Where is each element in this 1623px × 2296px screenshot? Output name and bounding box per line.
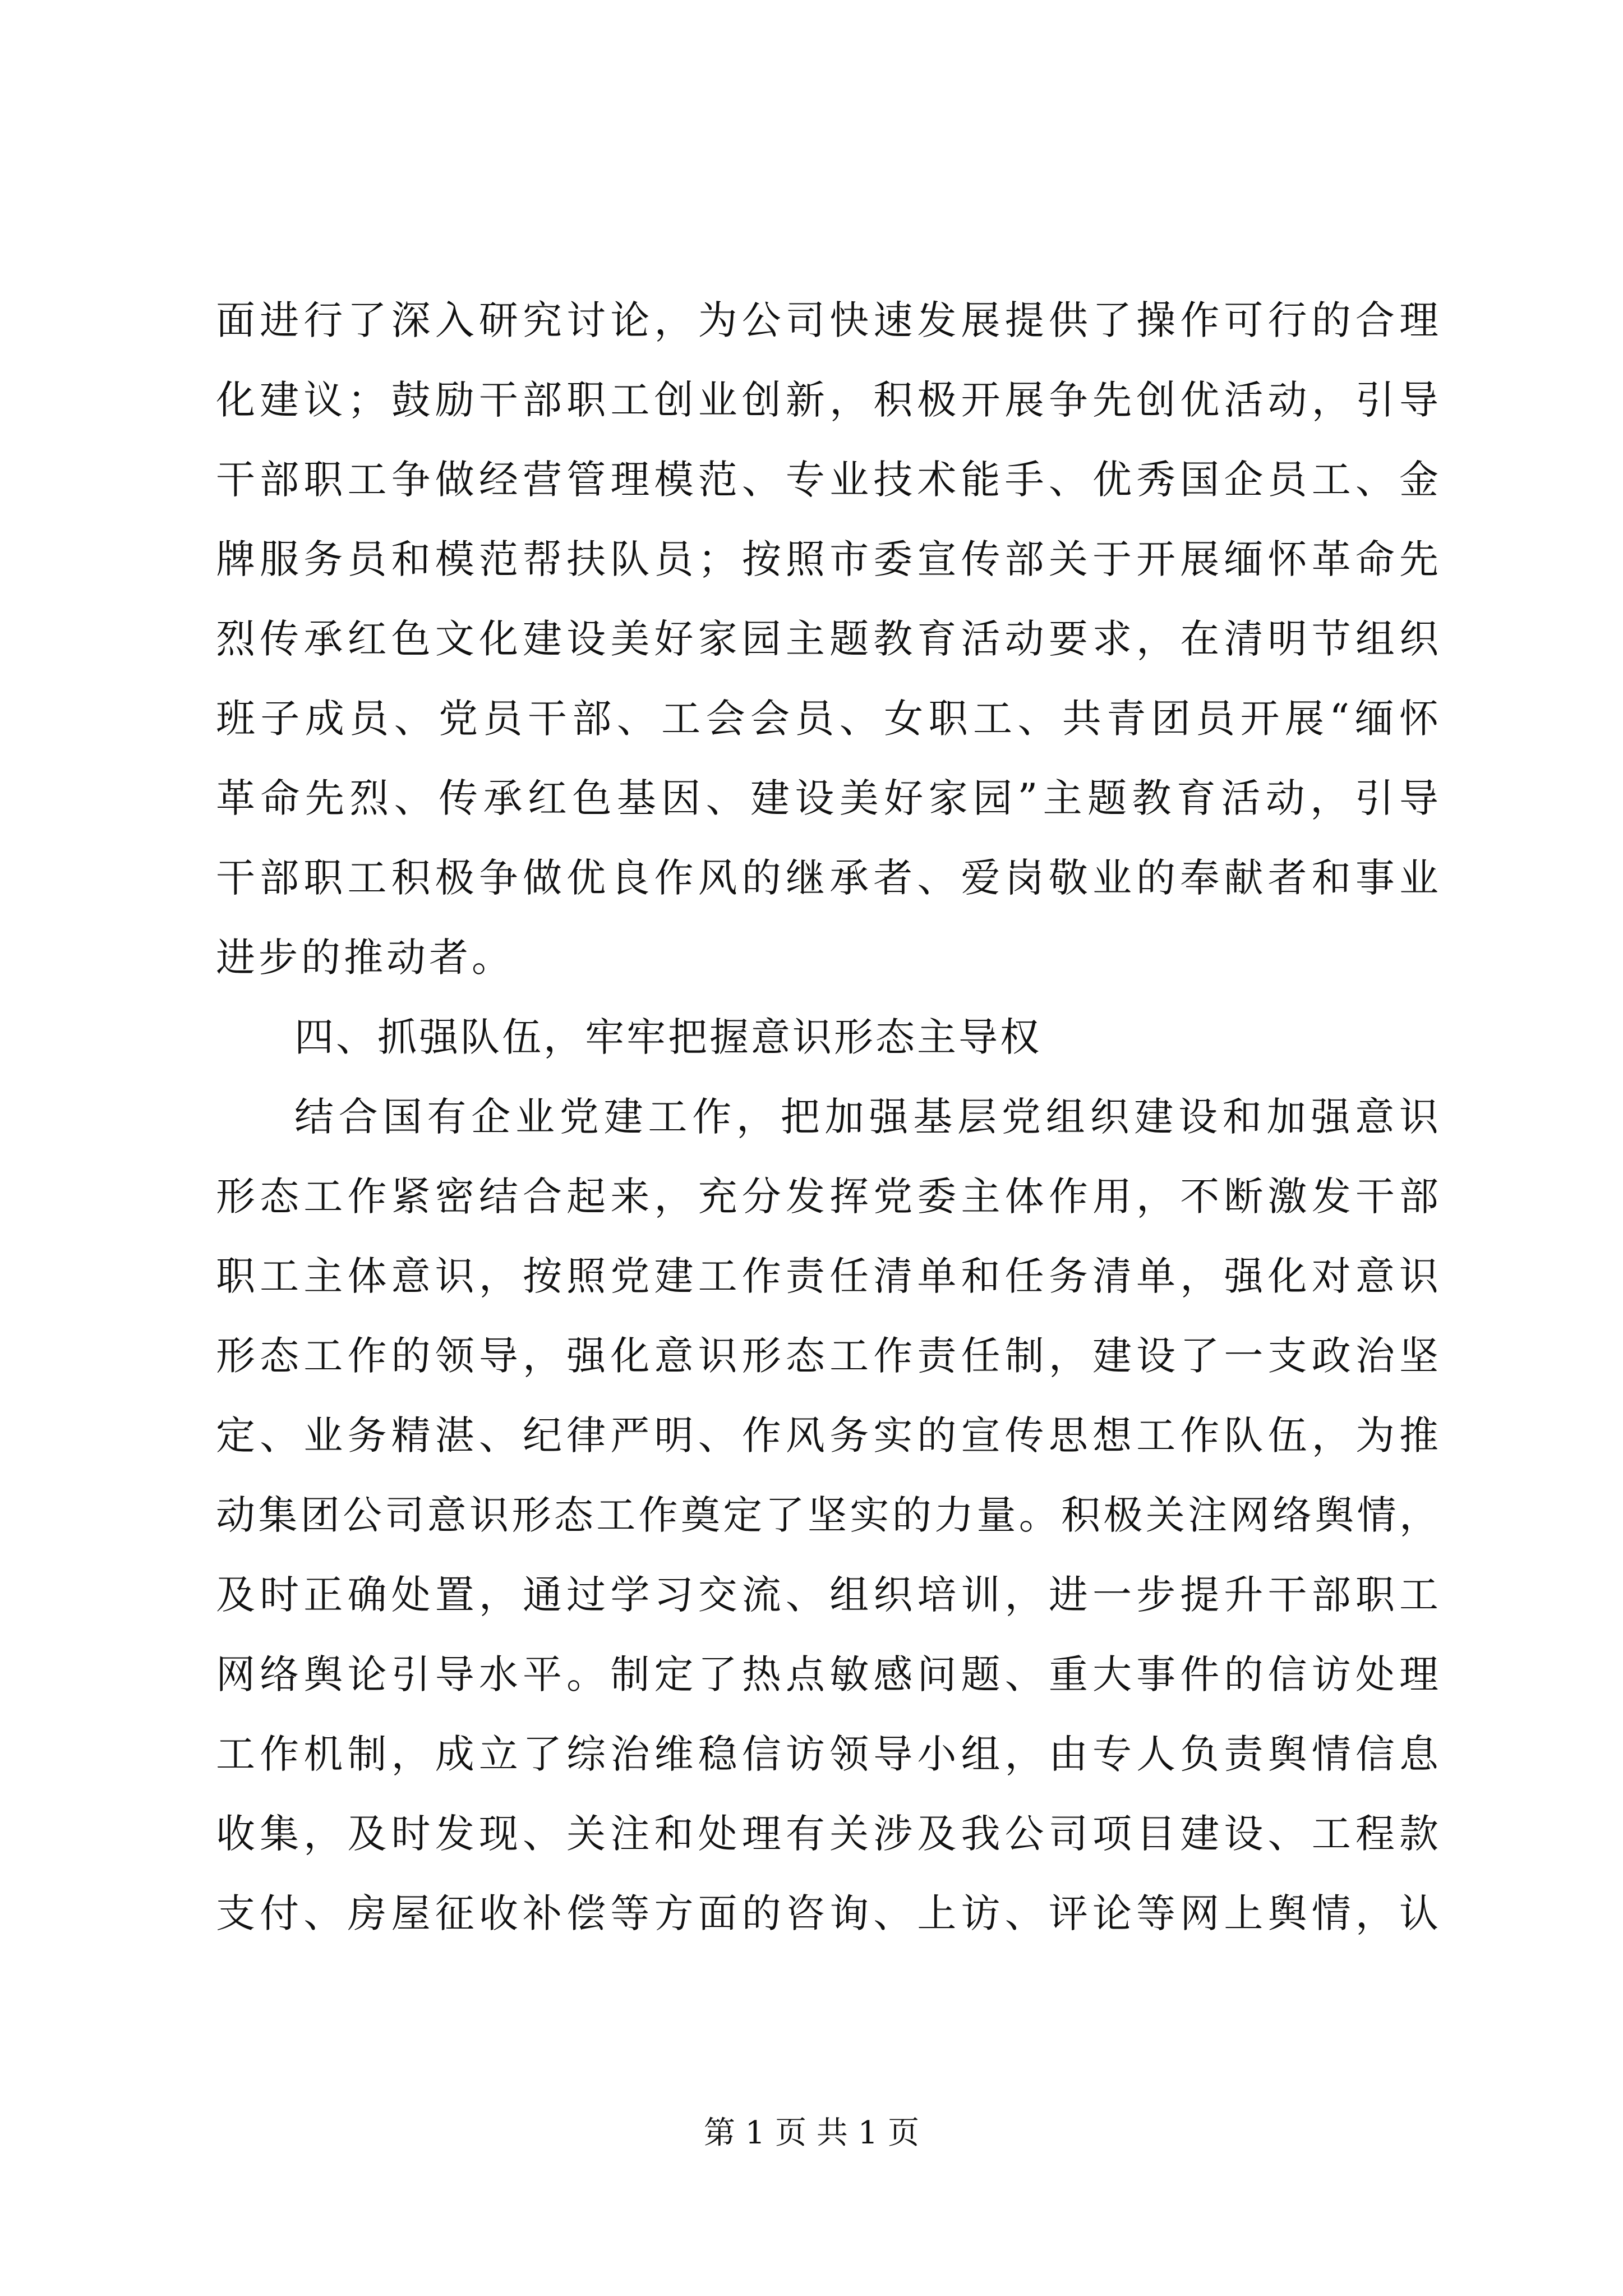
text-line: 化建议；鼓励干部职工创业创新，积极开展争先创优活动，引导	[216, 377, 1438, 423]
section-heading: 四、抓强队伍，牢牢把握意识形态主导权	[294, 1014, 1041, 1060]
text-line: 班子成员、党员干部、工会会员、女职工、共青团员开展“缅怀	[216, 696, 1438, 742]
text-line: 职工主体意识，按照党建工作责任清单和任务清单，强化对意识	[216, 1253, 1438, 1299]
page-number-footer: 第 1 页 共 1 页	[703, 2115, 920, 2151]
text-line: 干部职工积极争做优良作风的继承者、爱岗敬业的奉献者和事业	[216, 855, 1438, 901]
text-line: 革命先烈、传承红色基因、建设美好家园”主题教育活动，引导	[216, 775, 1438, 821]
text-line: 定、业务精湛、纪律严明、作风务实的宣传思想工作队伍，为推	[216, 1412, 1438, 1458]
text-line: 支付、房屋征收补偿等方面的咨询、上访、评论等网上舆情，认	[216, 1890, 1438, 1936]
text-line: 收集，及时发现、关注和处理有关涉及我公司项目建设、工程款	[216, 1811, 1438, 1857]
text-line: 网络舆论引导水平。制定了热点敏感问题、重大事件的信访处理	[216, 1651, 1438, 1697]
text-line: 牌服务员和模范帮扶队员；按照市委宣传部关于开展缅怀革命先	[216, 536, 1438, 582]
text-line: 干部职工争做经营管理模范、专业技术能手、优秀国企员工、金	[216, 457, 1438, 503]
text-line: 进步的推动者。	[216, 935, 514, 981]
text-line: 及时正确处置，通过学习交流、组织培训，进一步提升干部职工	[216, 1572, 1438, 1618]
text-line: 面进行了深入研究讨论，为公司快速发展提供了操作可行的合理	[216, 297, 1438, 343]
document-body	[216, 280, 1438, 1953]
text-line: 形态工作紧密结合起来，充分发挥党委主体作用，不断激发干部	[216, 1174, 1438, 1220]
text-line: 形态工作的领导，强化意识形态工作责任制，建设了一支政治坚	[216, 1333, 1438, 1379]
text-line: 工作机制，成立了综治维稳信访领导小组，由专人负责舆情信息	[216, 1731, 1438, 1777]
text-line: 烈传承红色文化建设美好家园主题教育活动要求，在清明节组织	[216, 616, 1438, 662]
text-line: 动集团公司意识形态工作奠定了坚实的力量。积极关注网络舆情，	[216, 1492, 1438, 1538]
text-line: 结合国有企业党建工作，把加强基层党组织建设和加强意识	[294, 1094, 1438, 1140]
